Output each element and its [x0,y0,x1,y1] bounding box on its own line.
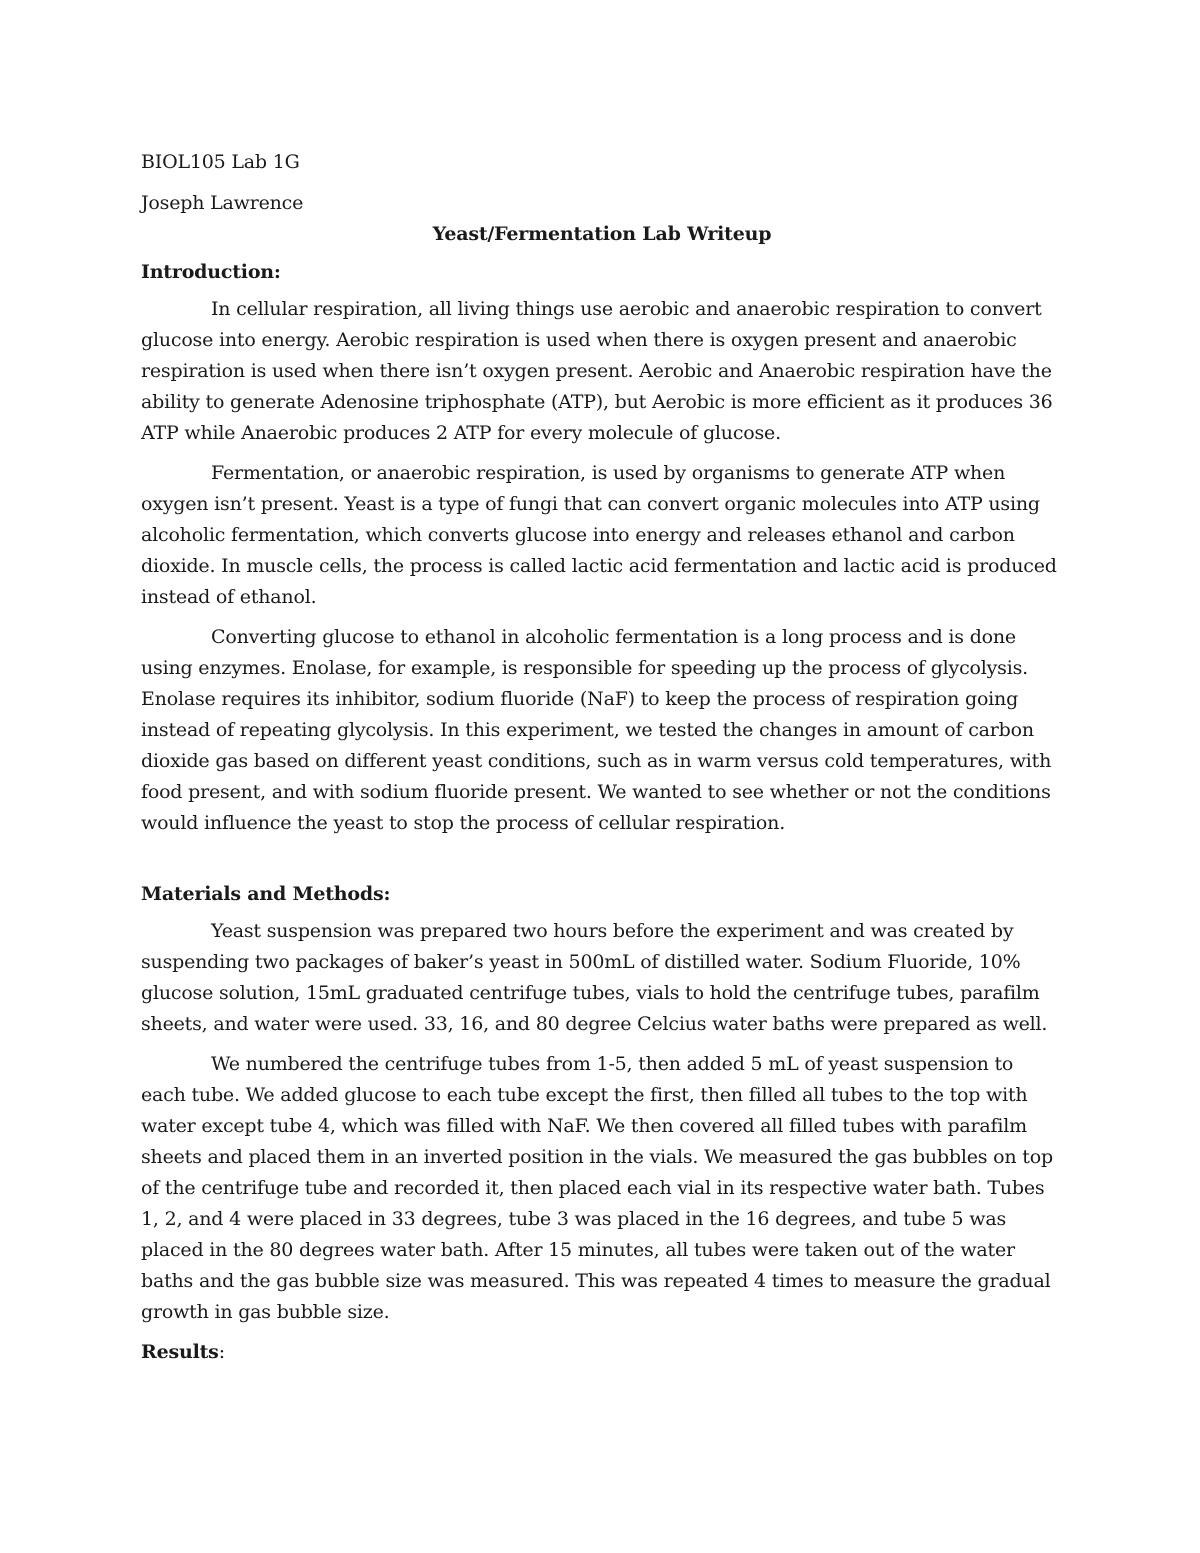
document-title: Yeast/Fermentation Lab Writeup [432,223,772,245]
author-name: Joseph Lawrence [141,192,304,214]
results-section [141,1337,1063,1368]
results-heading-colon: : [218,1341,225,1363]
introduction-paragraph-1: In cellular respiration, all living things use aerobic and anaerobic respiration to convert glucose into energy. Aerobic respiration is used when there is oxygen present and anaerobic respiration is used when there isn’t oxygen present. Aerobic and Anaerobic respiration have the ability to generate Adenosine triphosphate (ATP), but Aerobic is more efficient as it produces 36 ATP while Anaerobic produces 2 ATP for every molecule of glucose. [141,298,1053,444]
methods-paragraph-2: We numbered the centrifuge tubes from 1-5, then added 5 mL of yeast suspension to each tube. We added glucose to each tube except the first, then filled all tubes to the top with water except tube 4, which was filled with NaF. We then covered all filled tubes with parafilm sheets and placed them in an inverted position in the vials. We measured the gas bubbles on top of the centrifuge tube and recorded it, then placed each vial in its respective water bath. Tubes 1, 2, and 4 were placed in 33 degrees, tube 3 was placed in the 16 degrees, and tube 5 was placed in the 80 degrees water bath. After 15 minutes, all tubes were taken out of the water baths and the gas bubble size was measured. This was repeated 4 times to measure the gradual growth in gas bubble size. [141,1053,1053,1323]
methods-paragraph-1: Yeast suspension was prepared two hours before the experiment and was created by suspending two packages of baker’s yeast in 500mL of distilled water. Sodium Fluoride, 10% glucose solution, 15mL graduated centrifuge tubes, vials to hold the centrifuge tubes, parafilm sheets, and water were used. 33, 16, and 80 degree Celcius water baths were prepared as well. [141,920,1048,1035]
introduction-paragraph-2: Fermentation, or anaerobic respiration, is used by organisms to generate ATP when oxygen isn’t present. Yeast is a type of fungi that can convert organic molecules into ATP using alcoholic fermentation, which converts glucose into energy and releases ethanol and carbon dioxide. In muscle cells, the process is called lactic acid fermentation and lactic acid is produced instead of ethanol. [141,462,1057,608]
document-body [141,147,1063,1374]
methods-heading: Materials and Methods: [141,883,391,905]
methods-section [141,879,1063,1328]
section-spacer [141,848,1063,879]
introduction-section [141,257,1063,839]
introduction-paragraph-3: Converting glucose to ethanol in alcoholic fermentation is a long process and is done using enzymes. Enolase, for example, is responsible for speeding up the process of glycolysis. Enolase requires its inhibitor, sodium fluoride (NaF) to keep the process of respiration going instead of repeating glycolysis. In this experiment, we tested the changes in amount of carbon dioxide gas based on different yeast conditions, such as in warm versus cold temperatures, with food present, and with sodium fluoride present. We wanted to see whether or not the conditions would influence the yeast to stop the process of cellular respiration. [141,626,1052,834]
results-heading-text: Results [141,1341,219,1363]
course-line: BIOL105 Lab 1G [141,151,300,173]
introduction-heading: Introduction: [141,261,281,283]
results-heading [141,1337,1063,1368]
